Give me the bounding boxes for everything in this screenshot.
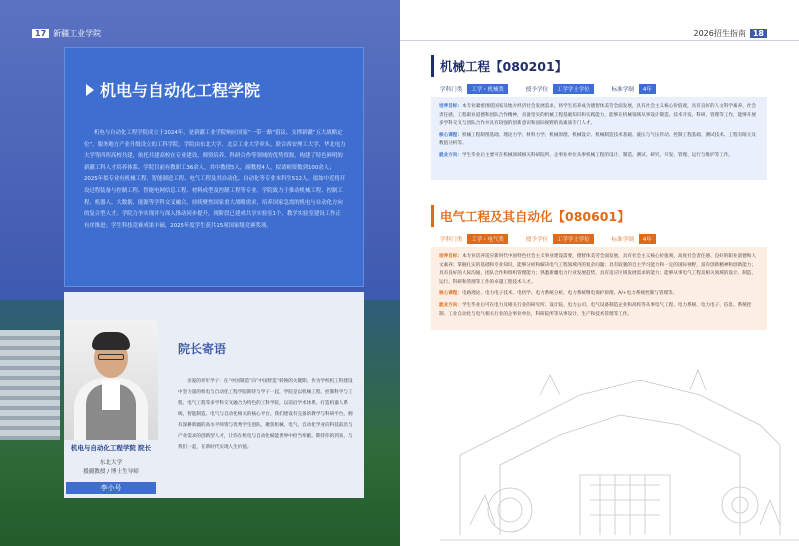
major-1-category-tag: 工学・机械类 (467, 84, 507, 94)
dean-hair (92, 332, 130, 350)
major-1-name: 机械工程 (440, 59, 491, 74)
major-1-title (440, 57, 567, 75)
major-1-code: 【080201】 (490, 59, 568, 74)
college-intro-text: 机电与自动化工程学院成立于2024年，是新疆工业学院响应国家“一带一路”倡议、支撑新疆“五大战略定位”，服务地方产业升级设立的工科学院。学院由东北大学、北京工业大学牵头，联合西安理工大学、华北电力大学等四所高校共建，依托共建高校在专业建设、师资培养、科研合作等领域的优势资源，构建了特色鲜明的新疆工科人才培养体系。学院目前有教职工36余人，其中教授5人，副教授4人，拟请师资数到100余人；2025年拟专业有机械工程、智能制造工程、电气工程及其自动化、自动化等专业本科生512人。拟如中近将开设过程装备与控制工程、智能电网信息工程、材料成型及控制工程等专业。学院致力于推动机械工程、控制工程、机器人、大数据、能源等学科交叉融合，持续聚焦国家重大战略需求，培养国家急需的机电与自动化方向的复合型人才。学院力争实现并与深入推动同步提升，现阶段已建成共享实验室1个、教学实验室建设工作正有序推进；学生科技竞赛成果丰硕，2025年度学生获共15项国家级竞赛奖项。 (84, 130, 346, 229)
triangle-bullet-icon (86, 84, 94, 96)
left-page-number: 17 (32, 29, 49, 38)
major-2-duration-tag: 4年 (639, 234, 656, 244)
building-sketch-illustration (440, 335, 799, 546)
major-1-category-label: 学科门类 (440, 87, 463, 93)
major-2-category-tag: 工学・电气类 (467, 234, 507, 244)
dean-glasses (98, 354, 124, 360)
major-1-goal (439, 103, 759, 129)
major-2-title (440, 207, 630, 225)
major-2-accent-bar (431, 205, 434, 227)
major-2-course-text: 电路理论、电力电子技术、电机学、电力系统分析、电力系统继电保护原理、A/+电力系统控制与管理等。 (461, 291, 678, 297)
major-1-goal-text: 本专业紧密围绕国家及地方经济社会发展需求，将学生培养成为德智体美劳全面发展，具有社会主义核心价值观，具有良好的人文科学素养，社会责任感，工程职业道德和团队合作精神，具备坚实的机械工程基础知识和实践能力，能够在机械领域从事设计制造、技术开发、科研、管理等工作，能够开展多学科交叉与团队合作并具有较强的创新意识和国际视野的高素质专门人才。 (439, 104, 756, 127)
dean-rank: 援疆教授 / 博士生导师 (83, 469, 139, 475)
right-header-title: 2026招生指南 (693, 29, 746, 38)
major-2-goal-text: 本专业培养适应新时代中国特色社会主义事业建设需要，德智体美劳全面发展，具有社会主义核心价值观、高度社会责任感、良好的职业道德和人文素养；掌握扎实的基础和专业知识，能够分析和解决电气工程领域内的复杂问题；具有较强的自主学习能力和一定的国际视野，富有创新精神和创新能力；具有良好的人际沟通、团队合作和组织管理能力；熟悉新疆电力行业发展趋势，具有适应区域发展需求的能力；能够从事电气工程及相关领域的设计、制造、运行、科研和管理等工作的卓越工程技术人才。 (439, 254, 756, 285)
major-1-degree-label: 授予学位 (525, 87, 549, 93)
left-page-header (32, 28, 101, 39)
major-2-goal (439, 253, 759, 287)
header-divider (400, 40, 799, 41)
major-1-career-label: 就业方向： (439, 152, 462, 158)
dean-title-caption: 机电与自动化工程学院 院长 (70, 444, 152, 452)
dean-photo (64, 320, 158, 440)
major-1-meta (440, 84, 656, 94)
stadium-stand (0, 330, 60, 440)
major-1-career (439, 152, 759, 161)
dean-university: 东北大学 (99, 460, 123, 466)
major-1-detail-box (431, 97, 767, 180)
major-2-course-label: 核心课程： (439, 291, 462, 297)
college-title (86, 78, 260, 101)
dean-name: 李小号 (66, 482, 156, 494)
major-1-duration-label: 标准学制 (611, 87, 634, 93)
major-1-course (439, 132, 759, 149)
major-2-career-text: 学生毕业后可在电力及相关行业的研究所、设计院、电力公司、电气设备制造企业和高校等从事电气工程、电力系统、电力电子、信息、系统控制、工业自动化与电气相关行业的企事业单位，科研院所等从事设计、生产和技术管理等工作。 (439, 302, 752, 317)
dean-shirt (102, 380, 120, 410)
major-2-category-label: 学科门类 (440, 237, 463, 243)
dean-affiliation (64, 459, 158, 477)
major-1-duration-tag: 4年 (639, 84, 656, 94)
major-2-degree-label: 授予学位 (525, 237, 549, 243)
major-2-duration-label: 标准学制 (611, 237, 634, 243)
major-2-degree-tag: 工学学士学位 (553, 234, 593, 244)
right-page-number: 18 (750, 29, 767, 38)
major-2-career (439, 302, 759, 319)
major-1-career-text: 学生毕业后主要可在机械领域相关科研院所、企事业单位从事机械工程的设计、制造、测试、研究、开发、管理、运行与维护等工作。 (461, 152, 734, 158)
major-2-career-label: 就业方向： (439, 302, 462, 308)
major-1-degree-tag: 工学学士学位 (553, 84, 593, 94)
college-title-text: 机电与自动化工程学院 (100, 81, 261, 100)
left-header-title: 新疆工业学院 (53, 29, 102, 38)
major-1-course-text: 机械工程制图基础、理论力学、材料力学、机械原理、机械设计、机械制造技术基础、液压与气压传动、控制工程基础、测试技术、工程有限元及数值分析等。 (439, 132, 756, 147)
dean-message-text: 亲爱的青年学子：在“中国制造”向“中国智造”转换的关键期，作为学校机工科建设中坚力量的机电与自动化工程学院期待与学子一起，学院是以机械工程、控制科学与工程、电气工程等多学科交叉融合为特色的工科学院，以前沿学术体系，打造机器人系统、智能制造、电气与自动化相关的核心平台。我们建设有完备的教学与科研平台，拥有深耕新疆的高水平师资与优秀学生团队，聚焦机械、电气、自动化学业向科技前沿与产业需求的创新型人才，让你在机电与自动化赋能世界中担当奉献。期待你的到来，与我们一起，在新时代实现人生价值。 (178, 379, 353, 450)
major-2-code: 【080601】 (552, 209, 630, 224)
right-page-header (694, 28, 768, 39)
major-1-accent-bar (431, 55, 434, 77)
major-2-course (439, 290, 759, 299)
major-2-meta (440, 234, 656, 244)
dean-message-title: 院长寄语 (178, 342, 227, 356)
major-1-goal-label: 培养目标： (439, 104, 462, 109)
major-2-goal-label: 培养目标： (439, 254, 462, 259)
major-2-name: 电气工程及其自动化 (440, 209, 553, 224)
major-1-course-label: 核心课程： (439, 132, 462, 138)
major-2-detail-box (431, 247, 767, 330)
